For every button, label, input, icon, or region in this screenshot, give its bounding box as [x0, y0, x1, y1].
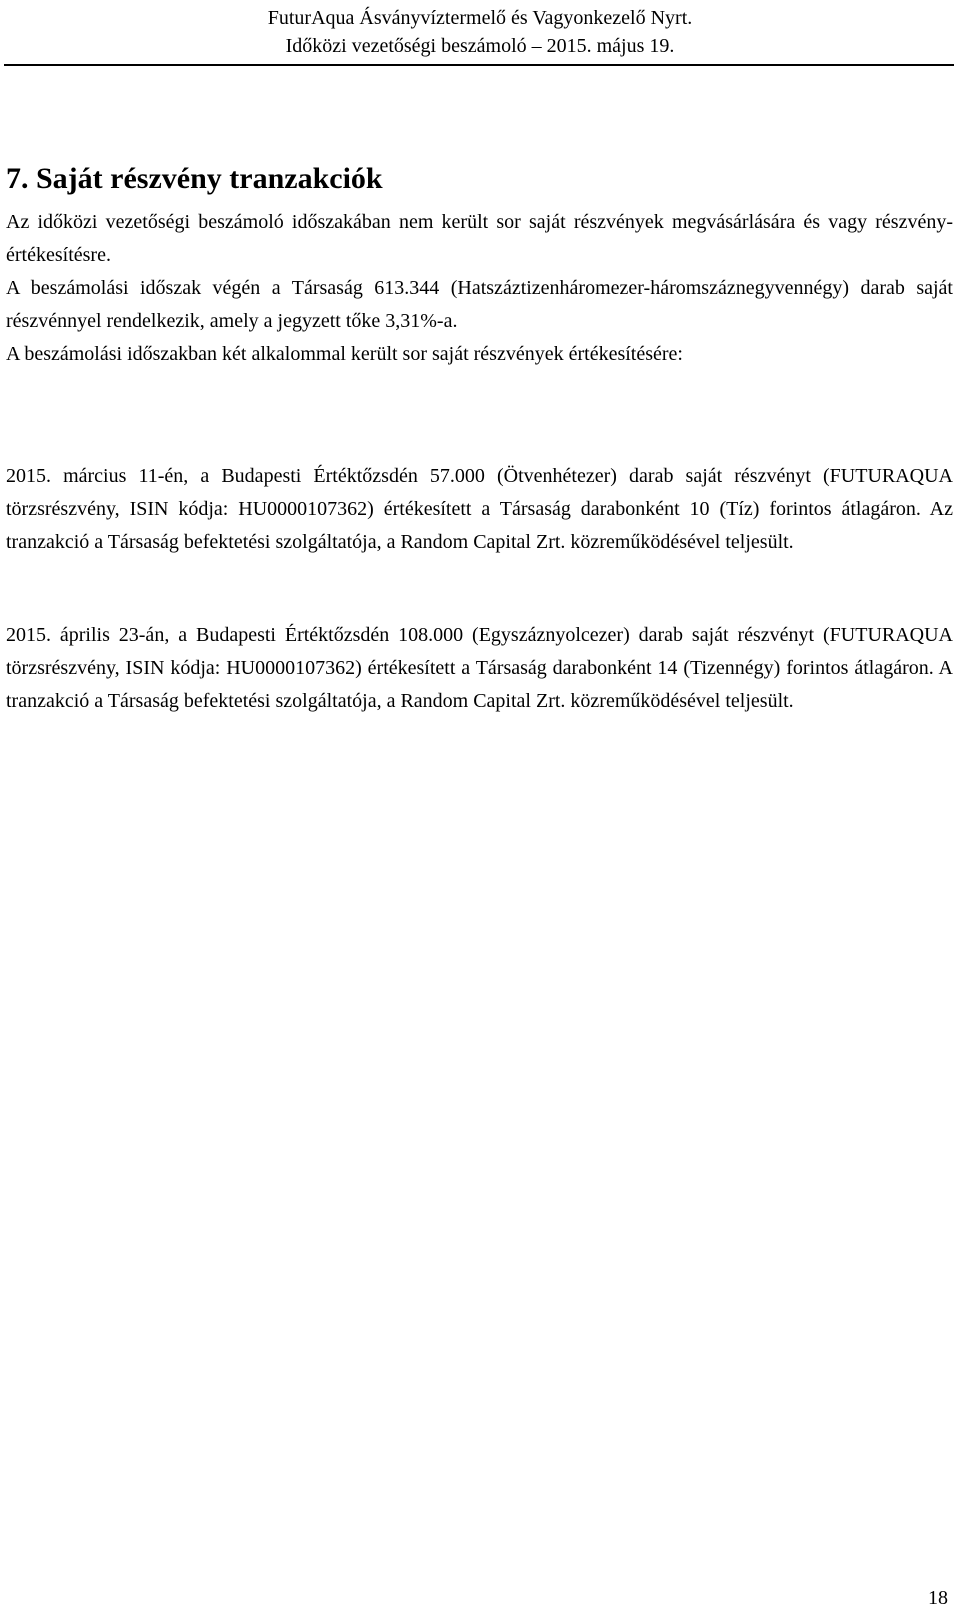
header-divider [4, 64, 954, 66]
header-company-name: FuturAqua Ásványvíztermelő és Vagyonkezelő Nyrt. [267, 7, 693, 29]
page-number: 18 [928, 1587, 948, 1609]
paragraph-no-purchases: Az időközi vezetőségi beszámoló időszakában nem került sor saját részvények megvásárlására és vagy részvény-értékesítésre. [6, 211, 953, 266]
section-heading: 7. Saját részvény tranzakciók [6, 162, 383, 195]
paragraph-sales-intro: A beszámolási időszakban két alkalommal került sor saját részvények értékesítésére: [6, 343, 683, 365]
header-report-title: Időközi vezetőségi beszámoló – 2015. május 19. [285, 35, 675, 57]
paragraph-april-sale: 2015. április 23-án, a Budapesti Értéktőzsdén 108.000 (Egyszáznyolcezer) darab saját részvényt (FUTURAQUA törzsrészvény, ISIN kódja: HU0000107362) értékesített a Társaság darabonként 14 (Tizennégy) forintos átlagáron. A tranzakció a Társaság befektetési szolgáltatója, a Random Capital Zrt. közreműködésével teljesült. [6, 624, 953, 712]
paragraph-march-sale: 2015. március 11-én, a Budapesti Értéktőzsdén 57.000 (Ötvenhétezer) darab saját részvényt (FUTURAQUA törzsrészvény, ISIN kódja: HU0000107362) értékesített a Társaság darabonként 10 (Tíz) forintos átlagáron. Az tranzakció a Társaság befektetési szolgáltatója, a Random Capital Zrt. közreműködésével teljesült. [6, 465, 953, 553]
page-header [0, 4, 960, 60]
paragraph-treasury-holdings: A beszámolási időszak végén a Társaság 613.344 (Hatszáztizenháromezer-háromszáznegyvennégy) darab saját részvénnyel rendelkezik, amely a jegyzett tőke 3,31%-a. [6, 277, 953, 332]
